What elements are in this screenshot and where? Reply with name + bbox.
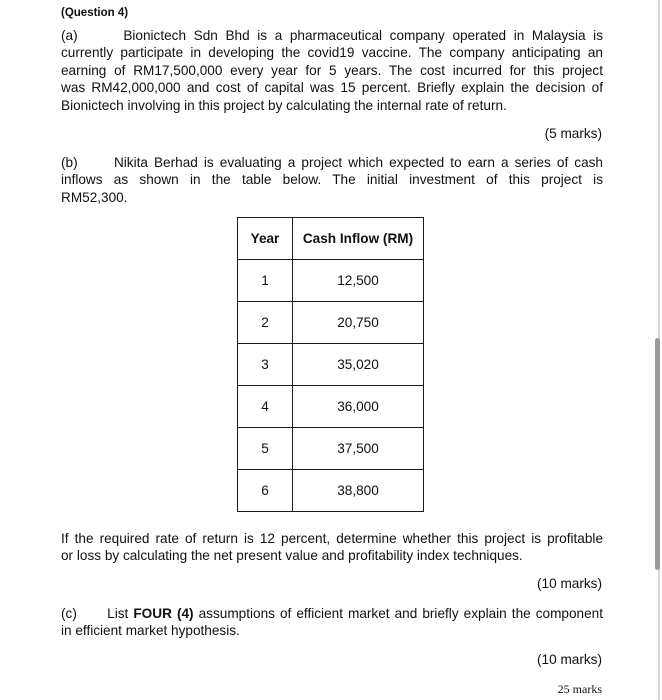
part-b-marks: (10 marks) bbox=[537, 576, 602, 591]
table-row bbox=[238, 260, 424, 302]
table-row bbox=[238, 470, 424, 512]
header-year: Year bbox=[238, 218, 293, 260]
cell-year: 3 bbox=[238, 344, 293, 386]
table-header-row bbox=[238, 218, 424, 260]
table-row bbox=[238, 428, 424, 470]
part-c-paragraph bbox=[61, 605, 603, 640]
part-a-line: earning of RM17,500,000 every year for 5 years. The cost incurred for this project bbox=[61, 62, 603, 78]
part-c-count: FOUR (4) bbox=[133, 606, 194, 621]
part-b-followup-line: or loss by calculating the net present value and profitability index techniques. bbox=[61, 548, 523, 564]
cell-year: 4 bbox=[238, 386, 293, 428]
cell-year: 6 bbox=[238, 470, 293, 512]
table-row bbox=[238, 386, 424, 428]
part-c-suffix: assumptions of efficient market and briefly explain the component bbox=[193, 606, 603, 621]
cell-cash-inflow: 12,500 bbox=[293, 260, 424, 302]
cell-year: 5 bbox=[238, 428, 293, 470]
part-b-followup bbox=[61, 530, 603, 565]
cell-cash-inflow: 35,020 bbox=[293, 344, 424, 386]
cell-cash-inflow: 36,000 bbox=[293, 386, 424, 428]
total-marks: 25 marks bbox=[557, 682, 602, 696]
part-a-line: Bionictech involving in this project by calculating the internal rate of return. bbox=[61, 97, 507, 113]
part-b-followup-line: If the required rate of return is 12 percent, determine whether this project is profitable bbox=[61, 531, 603, 546]
part-a-line: (a) Bionictech Sdn Bhd is a pharmaceutical company operated in Malaysia is bbox=[61, 28, 603, 43]
part-c-prefix: (c) List bbox=[61, 606, 134, 621]
question-heading: (Question 4) bbox=[61, 7, 129, 19]
part-a-paragraph bbox=[61, 27, 603, 114]
table-row bbox=[238, 302, 424, 344]
part-a-line: currently participate in developing the covid19 vaccine. The company anticipating an bbox=[61, 45, 603, 61]
cell-year: 2 bbox=[238, 302, 293, 344]
part-a-line: was RM42,000,000 and cost of capital was 15 percent. Briefly explain the decision of bbox=[61, 80, 603, 96]
part-c-line: in efficient market hypothesis. bbox=[61, 623, 240, 639]
part-c-line bbox=[61, 605, 603, 622]
cell-cash-inflow: 20,750 bbox=[293, 302, 424, 344]
scrollbar[interactable] bbox=[655, 338, 660, 570]
table-row bbox=[238, 344, 424, 386]
part-c-marks: (10 marks) bbox=[537, 652, 602, 667]
cell-cash-inflow: 38,800 bbox=[293, 470, 424, 512]
part-b-line: inflows as shown in the table below. The initial investment of this project is bbox=[61, 172, 603, 188]
cell-year: 1 bbox=[238, 260, 293, 302]
cash-inflow-table bbox=[237, 217, 424, 512]
part-a-marks: (5 marks) bbox=[544, 126, 602, 141]
header-cash-inflow: Cash Inflow (RM) bbox=[293, 218, 424, 260]
cell-cash-inflow: 37,500 bbox=[293, 428, 424, 470]
part-b-line: RM52,300. bbox=[61, 189, 128, 205]
part-b-line: (b) Nikita Berhad is evaluating a project which expected to earn a series of cash bbox=[61, 155, 603, 170]
part-b-paragraph bbox=[61, 154, 603, 206]
